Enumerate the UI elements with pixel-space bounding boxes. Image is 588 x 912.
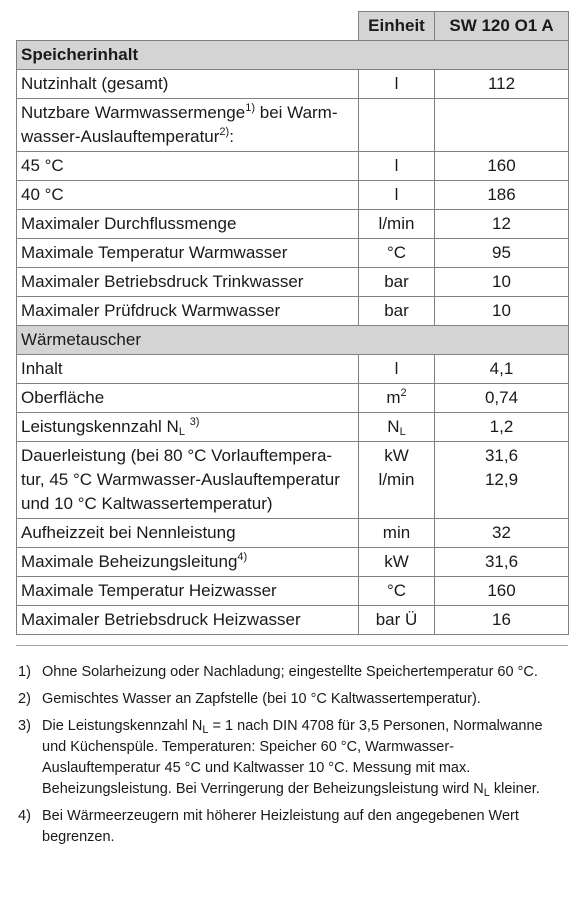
row-value: 95 xyxy=(435,239,569,268)
label-part: Maximale Beheizungsleitung xyxy=(21,552,238,571)
row-value: 10 xyxy=(435,297,569,326)
row-label xyxy=(17,442,359,519)
row-unit: bar xyxy=(359,268,435,297)
unit-exponent: 2 xyxy=(400,387,407,399)
row-value: 1,2 xyxy=(435,413,569,442)
row-value: 186 xyxy=(435,181,569,210)
table-row xyxy=(17,268,569,297)
footnote-subscript: L xyxy=(483,787,490,799)
table-row xyxy=(17,355,569,384)
row-label xyxy=(17,99,359,152)
row-value: 12 xyxy=(435,210,569,239)
separator-line xyxy=(16,645,568,646)
row-label: Maximaler Durchflussmenge xyxy=(17,210,359,239)
row-label: Aufheizzeit bei Nennleistung xyxy=(17,519,359,548)
label-line: Dauerleistung (bei 80 °C Vorlauftempera- xyxy=(21,446,333,465)
row-unit: kW xyxy=(359,548,435,577)
row-unit: °C xyxy=(359,577,435,606)
row-value: 16 xyxy=(435,606,569,635)
row-label: Inhalt xyxy=(17,355,359,384)
value-line: 12,9 xyxy=(484,470,519,489)
footnote-text: Ohne Solarheizung oder Nachladung; eingestellte Speichertemperatur 60 °C. xyxy=(42,664,538,680)
table-row xyxy=(17,152,569,181)
footnote xyxy=(16,716,568,800)
table-row xyxy=(17,181,569,210)
table-row xyxy=(17,70,569,99)
row-value: 10 xyxy=(435,268,569,297)
row-unit: bar Ü xyxy=(359,606,435,635)
row-unit: l/min xyxy=(359,210,435,239)
row-value: 112 xyxy=(435,70,569,99)
table-row xyxy=(17,577,569,606)
footnotes xyxy=(16,662,568,848)
footnote-text: Gemischtes Wasser an Zapfstelle (bei 10 °C Kaltwassertemperatur). xyxy=(42,691,481,707)
table-row xyxy=(17,297,569,326)
table-row xyxy=(17,442,569,519)
row-unit xyxy=(359,442,435,519)
row-label: Maximaler Betriebsdruck Heizwasser xyxy=(17,606,359,635)
row-unit: l xyxy=(359,70,435,99)
footnote-text-part: = 1 nach DIN 4708 für 3,5 Personen, Normalwanne und Küchenspüle. Temperaturen: Speicher 60 °C, Warmwasser-Auslauftemperatur 45 °C und Kaltwasser 10 °C. Messung mit max. Beheizungsleistung. Bei Verringerung der Beheizungsleistung wird N xyxy=(42,718,543,797)
row-label: Maximaler Prüfdruck Warmwasser xyxy=(17,297,359,326)
row-value: 32 xyxy=(435,519,569,548)
row-unit: min xyxy=(359,519,435,548)
section-title: Speicherinhalt xyxy=(17,41,569,70)
row-unit xyxy=(359,413,435,442)
row-value: 31,6 xyxy=(435,548,569,577)
label-part: bei Warm- xyxy=(255,103,338,122)
section-title: Wärmetauscher xyxy=(17,326,569,355)
table-row xyxy=(17,548,569,577)
footnote-text: Bei Wärmeerzeugern mit höherer Heizleistung auf den angegebenen Wert begrenzen. xyxy=(42,808,519,845)
table-row xyxy=(17,99,569,152)
unit-subscript: L xyxy=(399,426,406,438)
unit-line: l/min xyxy=(378,470,415,489)
label-line: tur, 45 °C Warmwasser-Auslauftemperatur xyxy=(21,470,340,489)
row-value: 160 xyxy=(435,577,569,606)
footnote-number: 4) xyxy=(18,808,31,824)
row-value: 4,1 xyxy=(435,355,569,384)
footnote xyxy=(16,662,568,683)
label-part: : xyxy=(229,127,234,146)
footnote xyxy=(16,689,568,710)
footnote-number: 2) xyxy=(18,691,31,707)
unit-text: N xyxy=(387,417,400,436)
row-unit: l xyxy=(359,181,435,210)
table-row xyxy=(17,519,569,548)
footnote-text-part: Die Leistungskennzahl N xyxy=(42,718,203,734)
row-label: Maximaler Betriebsdruck Trinkwasser xyxy=(17,268,359,297)
footnote-number: 1) xyxy=(18,664,31,680)
table-row xyxy=(17,384,569,413)
row-unit: °C xyxy=(359,239,435,268)
label-part: Nutzbare Warmwassermenge xyxy=(21,103,246,122)
unit-line: kW xyxy=(384,446,409,465)
footnote xyxy=(16,806,568,848)
row-unit xyxy=(359,384,435,413)
row-value xyxy=(435,99,569,152)
label-part: wasser-Auslauftemperatur xyxy=(21,127,220,146)
row-unit: l xyxy=(359,355,435,384)
unit-text: m xyxy=(386,388,401,407)
footnote-ref: 3) xyxy=(189,416,200,428)
footnote-ref: 1) xyxy=(245,102,256,114)
spec-table xyxy=(16,11,569,635)
row-label xyxy=(17,548,359,577)
row-label: Maximale Temperatur Heizwasser xyxy=(17,577,359,606)
footnote-subscript: L xyxy=(202,724,209,736)
table-row xyxy=(17,210,569,239)
row-label: Maximale Temperatur Warmwasser xyxy=(17,239,359,268)
row-label: Nutzinhalt (gesamt) xyxy=(17,70,359,99)
table-header-row xyxy=(17,12,569,41)
section-storage xyxy=(17,41,569,70)
footnote-number: 3) xyxy=(18,718,31,734)
row-unit: l xyxy=(359,152,435,181)
footnote-ref: 4) xyxy=(237,551,248,563)
row-label: 40 °C xyxy=(17,181,359,210)
header-blank-cell xyxy=(17,12,359,41)
label-line: und 10 °C Kaltwassertemperatur) xyxy=(21,494,273,513)
value-line: 31,6 xyxy=(484,446,519,465)
header-model: SW 120 O1 A xyxy=(435,12,569,41)
label-part: Leistungskennzahl N xyxy=(21,417,179,436)
footnote-ref: 2) xyxy=(219,126,230,138)
technical-data-sheet xyxy=(16,11,568,854)
row-value xyxy=(435,442,569,519)
row-value: 0,74 xyxy=(435,384,569,413)
table-row xyxy=(17,239,569,268)
section-heat-exchanger xyxy=(17,326,569,355)
footnote-text-part: kleiner. xyxy=(489,781,540,797)
row-label: 45 °C xyxy=(17,152,359,181)
row-unit xyxy=(359,99,435,152)
row-value: 160 xyxy=(435,152,569,181)
label-subscript: L xyxy=(178,426,185,438)
header-unit: Einheit xyxy=(359,12,435,41)
row-label: Oberfläche xyxy=(17,384,359,413)
table-row xyxy=(17,413,569,442)
table-row xyxy=(17,606,569,635)
row-unit: bar xyxy=(359,297,435,326)
row-label xyxy=(17,413,359,442)
footnote-text xyxy=(42,716,568,800)
